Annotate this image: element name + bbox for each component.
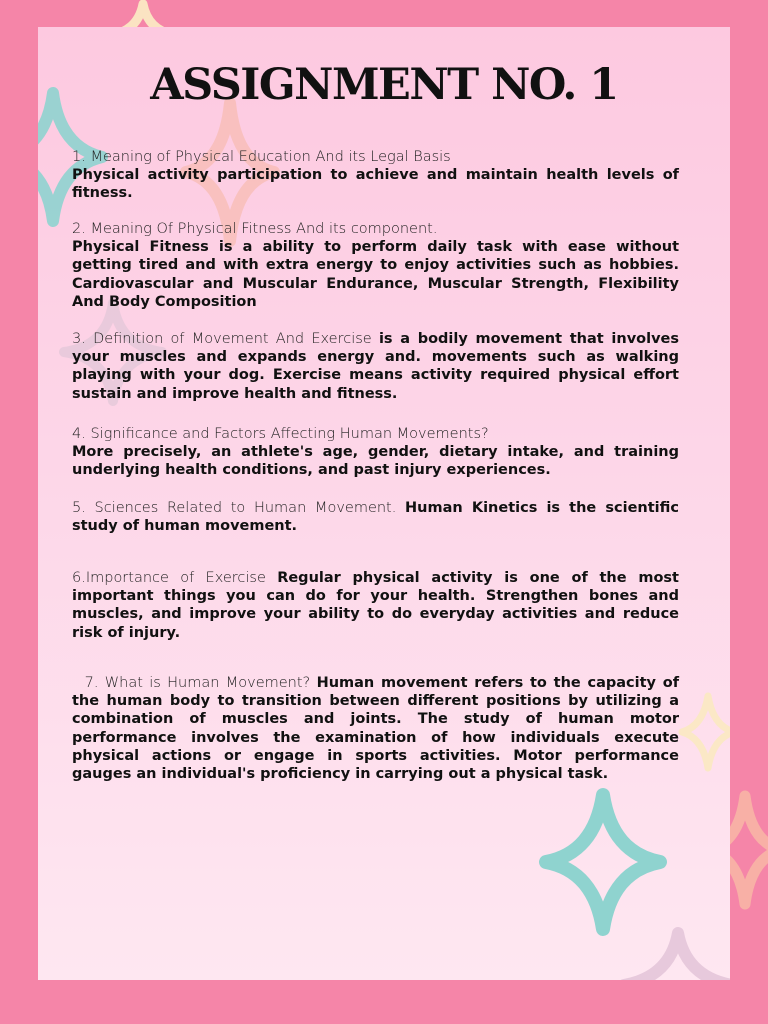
item-3	[72, 330, 679, 403]
document-sheet	[38, 27, 730, 980]
item-4	[72, 425, 679, 480]
item-1-answer: Physical activity participation to achieve and maintain health levels of fitness.	[72, 167, 679, 202]
item-1-question: 1. Meaning of Physical Education And its Legal Basis	[72, 149, 451, 165]
item-5-question: 5. Sciences Related to Human Movement.	[72, 500, 406, 516]
item-4-question: 4. Significance and Factors Affecting Human Movements?	[72, 426, 489, 442]
item-3-answer: is a bodily movement that involves your muscles and expands energy and. movements such as walking playing with your dog. Exercise means activity required physical effort sustain and improve health and fitness.	[72, 331, 679, 402]
item-6-answer: Regular physical activity is one of the most important things you can do for your health. Strengthen bones and muscles, and improve your ability to do everyday activities and reduce risk of injury.	[72, 570, 679, 641]
item-7-answer: Human movement refers to the capacity of the human body to transition between different positions by utilizing a combination of muscles and joints. The study of human motor performance involves the examination of how individuals execute physical actions or engage in sports activities. Motor performance gauges an individual's proficiency in carrying out a physical task.	[72, 675, 680, 783]
item-7-question: 7. What is Human Movement?	[72, 675, 317, 691]
item-5	[72, 499, 679, 535]
item-7	[72, 674, 679, 783]
sparkle-teal-large-icon	[538, 787, 668, 937]
item-4-answer: More precisely, an athlete's age, gender, dietary intake, and training underlying health conditions, and past injury experiences.	[72, 444, 679, 479]
sparkle-lavender-icon	[618, 927, 730, 980]
sparkle-cream-small-icon	[678, 692, 730, 772]
item-2	[72, 220, 679, 311]
item-2-question: 2. Meaning Of Physical Fitness And its component.	[72, 221, 438, 237]
item-1	[72, 148, 679, 203]
item-3-question: 3. Definition of Movement And Exercise	[72, 331, 379, 347]
item-6-question: 6.Importance of Exercise	[72, 570, 278, 586]
item-6	[72, 569, 679, 642]
item-2-answer: Physical Fitness is a ability to perform daily task with ease without getting tired and with extra energy to enjoy activities such as hobbies. Cardiovascular and Muscular Endurance, Muscular Strength, Flexibility And Body Composition	[72, 239, 679, 310]
page-title: ASSIGNMENT NO. 1	[150, 60, 618, 110]
item-5-answer: Human Kinetics is the scientific study of human movement.	[72, 500, 679, 535]
